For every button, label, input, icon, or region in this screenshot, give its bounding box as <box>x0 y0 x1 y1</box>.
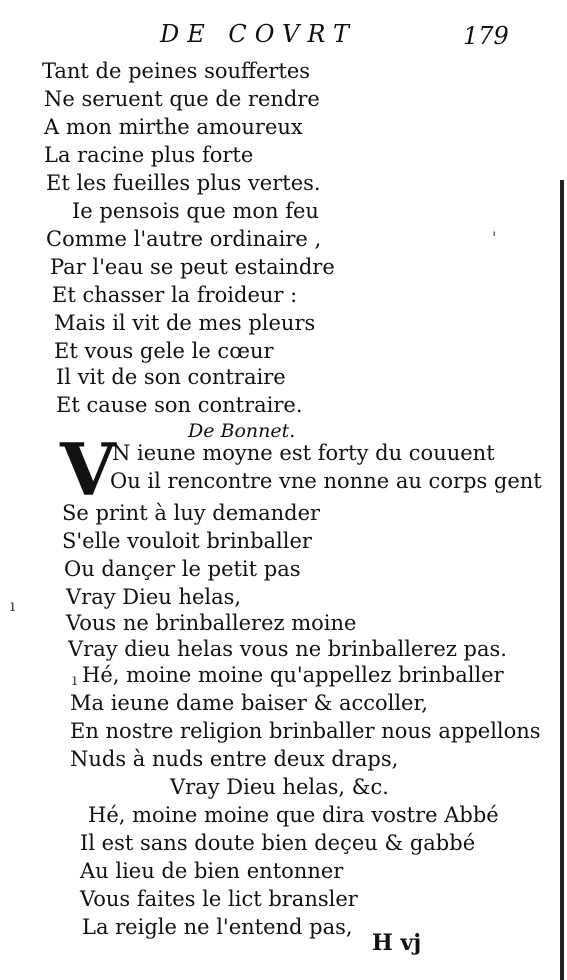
drop-cap: V <box>60 427 116 512</box>
ink-speck: ı <box>72 670 78 689</box>
running-title: DE COVRT <box>160 20 357 48</box>
verse-line: Vous ne brinballerez moine <box>66 611 357 635</box>
page-edge-shadow <box>560 180 564 980</box>
verse-line: Vray Dieu helas, &c. <box>170 775 389 799</box>
verse-line: En nostre religion brinballer nous appellons <box>70 719 541 743</box>
verse-line: N ieune moyne est forty du couuent <box>112 441 495 465</box>
verse-line: Ou dançer le petit pas <box>64 557 301 581</box>
verse-line: La reigle ne l'entend pas, <box>82 915 353 939</box>
verse-line: A mon mirthe amoureux <box>44 115 303 139</box>
ink-speck: ı <box>10 596 16 615</box>
verse-line: Comme l'autre ordinaire , <box>46 227 322 251</box>
verse-line: Et cause son contraire. <box>56 393 303 417</box>
verse-line: Il vit de son contraire <box>56 365 286 389</box>
signature-mark: H vj <box>372 930 422 956</box>
page-number: 179 <box>463 22 509 50</box>
verse-line: La racine plus forte <box>44 143 254 167</box>
verse-line: Tant de peines souffertes <box>42 59 311 83</box>
verse-line: Ma ieune dame baiser & accoller, <box>70 691 428 715</box>
verse-line: Nuds à nuds entre deux draps, <box>70 747 399 771</box>
verse-line: Vray dieu helas vous ne brinballerez pas. <box>68 637 507 661</box>
verse-line: S'elle vouloit brinballer <box>62 529 312 553</box>
verse-line: Et les fueilles plus vertes. <box>46 171 321 195</box>
verse-line: Vous faites le lict bransler <box>80 887 358 911</box>
song-attribution: De Bonnet. <box>188 420 296 442</box>
verse-line: Et chasser la froideur : <box>52 283 298 307</box>
verse-line: Ne seruent que de rendre <box>44 87 320 111</box>
verse-line: Il est sans doute bien deçeu & gabbé <box>80 831 476 855</box>
verse-line: Et vous gele le cœur <box>54 339 274 363</box>
verse-line: Se print à luy demander <box>62 501 321 525</box>
verse-line: Hé, moine moine qu'appellez brinballer <box>82 663 504 687</box>
verse-line: Hé, moine moine que dira vostre Abbé <box>88 803 499 827</box>
verse-line: Mais il vit de mes pleurs <box>54 311 316 335</box>
verse-line: Ie pensois que mon feu <box>72 199 319 223</box>
ink-speck: ' <box>492 228 497 247</box>
verse-line: Par l'eau se peut estaindre <box>50 255 335 279</box>
verse-line: Au lieu de bien entonner <box>80 859 344 883</box>
verse-line: Ou il rencontre vne nonne au corps gent <box>110 469 542 493</box>
verse-line: Vray Dieu helas, <box>66 585 242 609</box>
